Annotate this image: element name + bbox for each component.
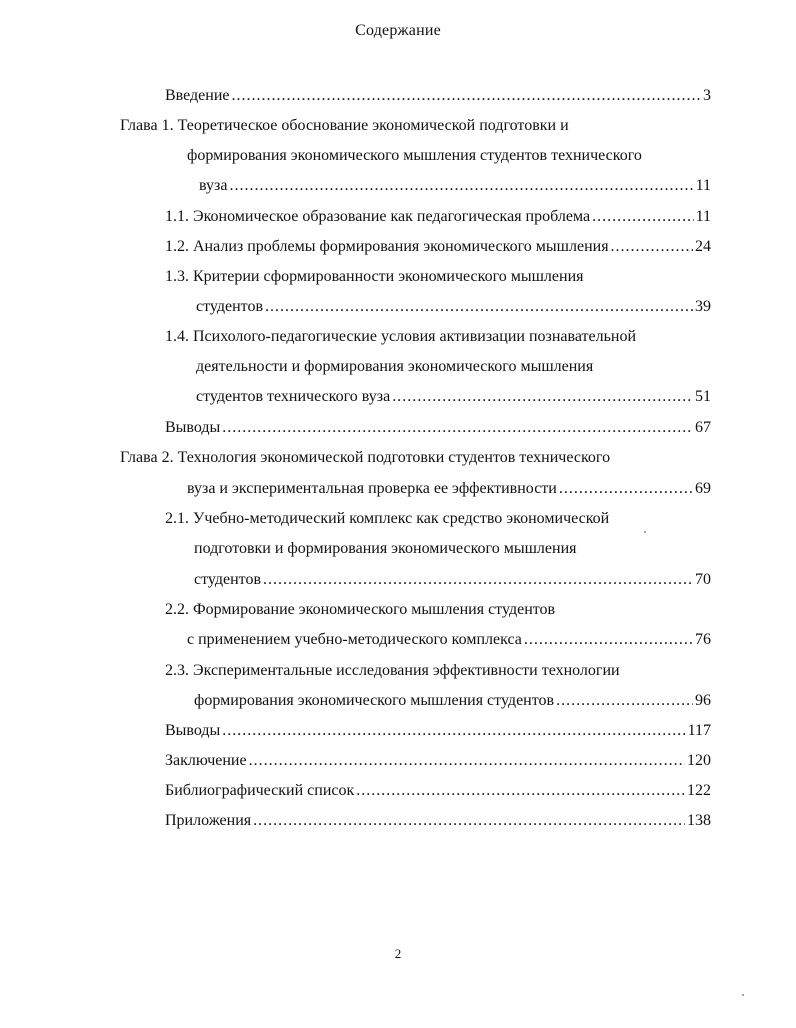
toc-title: Содержание bbox=[355, 22, 441, 39]
toc-entry-chapter-1: Глава 1. Теоретическое обоснование экономической подготовки и bbox=[120, 117, 569, 134]
leader-dots bbox=[556, 691, 693, 711]
leader-dots bbox=[222, 721, 685, 741]
leader-dots bbox=[524, 630, 693, 650]
leader-dots bbox=[229, 176, 693, 196]
toc-entry-conclusion: Заключение ..... 120 bbox=[165, 751, 711, 771]
toc-entry-1-3-end: студентов ..... 39 bbox=[196, 297, 711, 317]
toc-entry-appendices: Приложения ..... 138 bbox=[165, 811, 711, 831]
toc-entry-2-3-end: формирования экономического мышления студентов ..... 96 bbox=[194, 691, 711, 711]
leader-dots bbox=[356, 781, 685, 801]
leader-dots bbox=[559, 479, 693, 499]
scan-speck bbox=[742, 994, 744, 996]
toc-entry-2-3: 2.3. Экспериментальные исследования эффективности технологии bbox=[165, 662, 620, 679]
toc-entry-chapter-1-end: вуза ..... 11 bbox=[199, 176, 711, 196]
toc-entry-1-4-cont: деятельности и формирования экономического мышления bbox=[196, 358, 594, 375]
toc-entry-1-2: 1.2. Анализ проблемы формирования экономического мышления ..... 24 bbox=[165, 237, 711, 257]
scan-speck bbox=[644, 531, 646, 533]
page-number: 2 bbox=[394, 946, 402, 961]
toc-entry-2-1-end: студентов ..... 70 bbox=[194, 570, 711, 590]
toc-entry-conclusions-1: Выводы ..... 67 bbox=[165, 418, 711, 438]
leader-dots bbox=[253, 811, 685, 831]
toc-entry-2-1: 2.1. Учебно-методический комплекс как средство экономической bbox=[165, 510, 610, 527]
toc-entry-1-1: 1.1. Экономическое образование как педагогическая проблема ..... 11 bbox=[165, 207, 711, 227]
toc-entry-2-1-cont: подготовки и формирования экономического мышления bbox=[194, 540, 577, 557]
toc-entry-1-3: 1.3. Критерии сформированности экономического мышления bbox=[165, 268, 584, 285]
toc-entry-chapter-1-cont: формирования экономического мышления студентов технического bbox=[187, 147, 642, 164]
leader-dots bbox=[392, 387, 693, 407]
toc-entry-chapter-2: Глава 2. Технология экономической подготовки студентов технического bbox=[120, 449, 611, 466]
toc-entry-conclusions-2: Выводы ..... 117 bbox=[165, 721, 711, 741]
leader-dots bbox=[222, 418, 693, 438]
leader-dots bbox=[265, 297, 693, 317]
leader-dots bbox=[592, 207, 694, 227]
toc-entry-bibliography: Библиографический список ..... 122 bbox=[165, 781, 711, 801]
toc-entry-2-2: 2.2. Формирование экономического мышления студентов bbox=[165, 601, 556, 618]
toc-entry-introduction: Введение ..... 3 bbox=[165, 86, 711, 106]
toc-entry-2-2-end: с применением учебно-методического комплекса ..... 76 bbox=[187, 630, 711, 650]
toc-entry-1-4-end: студентов технического вуза ..... 51 bbox=[196, 387, 711, 407]
toc-entry-1-4: 1.4. Психолого-педагогические условия активизации познавательной bbox=[165, 328, 637, 345]
leader-dots bbox=[232, 86, 702, 106]
leader-dots bbox=[611, 237, 693, 257]
toc-entry-chapter-2-end: вуза и экспериментальная проверка ее эффективности ..... 69 bbox=[187, 479, 711, 499]
leader-dots bbox=[249, 751, 685, 771]
leader-dots bbox=[263, 570, 693, 590]
